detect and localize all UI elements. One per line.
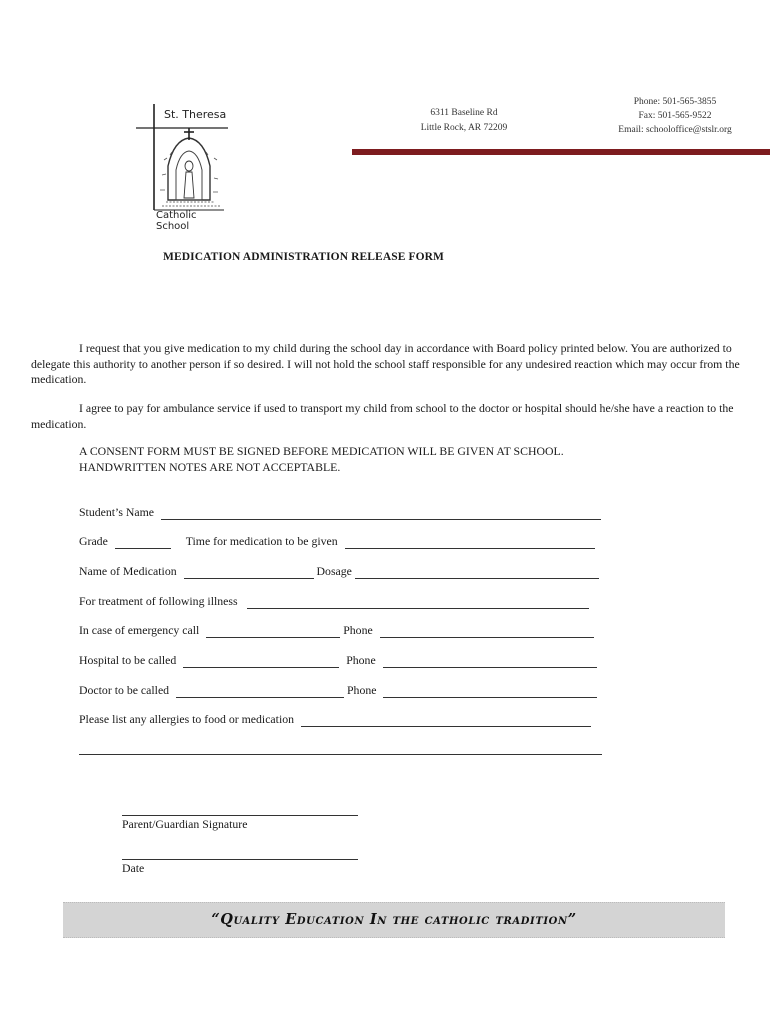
doctor-phone-field[interactable]: [383, 685, 597, 698]
time-field[interactable]: [345, 536, 595, 549]
medication-row: [79, 563, 599, 579]
paragraph-authorization-text: I request that you give medication to my child during the school day in accordance with Board policy printed below. You are authorized to delegate this authority to another person if so desired. I will not hold the school staff responsible for any undesired reaction which may occur from the medication.: [31, 341, 740, 386]
allergies-field[interactable]: [301, 714, 591, 727]
grade-row: [79, 533, 595, 549]
consent-line1: A CONSENT FORM MUST BE SIGNED BEFORE MEDICATION WILL BE GIVEN AT SCHOOL.: [79, 444, 564, 458]
hospital-label: Hospital to be called: [79, 653, 177, 667]
dosage-label: Dosage: [316, 564, 352, 578]
paragraph-ambulance: [31, 401, 751, 432]
time-label: Time for medication to be given: [185, 534, 338, 548]
header-divider: [352, 149, 770, 155]
student-name-field[interactable]: [161, 507, 601, 520]
address-line2: Little Rock, AR 72209: [420, 123, 508, 133]
paragraph-authorization: [31, 341, 751, 388]
signature-label: Parent/Guardian Signature: [122, 817, 248, 831]
form-title: MEDICATION ADMINISTRATION RELEASE FORM: [163, 251, 445, 263]
grade-field[interactable]: [115, 536, 171, 549]
student-name-label: Student’s Name: [79, 505, 155, 519]
emergency-phone-field[interactable]: [380, 625, 594, 638]
phone-text: Phone: 501-565-3855: [633, 97, 717, 107]
dosage-field[interactable]: [355, 566, 599, 579]
student-name-row: [79, 504, 601, 520]
hospital-phone-field[interactable]: [383, 655, 597, 668]
date-field[interactable]: [122, 859, 358, 860]
signature-field[interactable]: [122, 815, 358, 816]
allergies-row: [79, 711, 591, 727]
consent-notice: [79, 444, 639, 475]
school-address: [380, 106, 548, 136]
illness-field[interactable]: [247, 596, 589, 609]
doctor-label: Doctor to be called: [79, 683, 170, 697]
allergies-label: Please list any allergies to food or medication: [79, 712, 295, 726]
emergency-row: [79, 622, 594, 638]
doctor-row: [79, 682, 597, 698]
hospital-field[interactable]: [183, 655, 339, 668]
medication-name-field[interactable]: [184, 566, 314, 579]
hospital-row: [79, 652, 597, 668]
motto-banner: [63, 902, 725, 938]
hospital-phone-label: Phone: [346, 653, 376, 667]
grade-label: Grade: [79, 534, 108, 548]
motto-text: “Quality Education In the catholic tradition”: [211, 911, 577, 928]
fax-text: Fax: 501-565-9522: [638, 111, 712, 121]
emergency-label: In case of emergency call: [79, 623, 200, 637]
email-text: Email: schooloffice@stslr.org: [618, 125, 732, 135]
consent-line2: HANDWRITTEN NOTES ARE NOT ACCEPTABLE.: [79, 459, 341, 474]
doctor-phone-label: Phone: [346, 683, 377, 697]
emergency-phone-label: Phone: [343, 623, 373, 637]
illness-label: For treatment of following illness: [79, 594, 238, 608]
logo-name-top: St. Theresa: [164, 108, 227, 121]
medication-name-label: Name of Medication: [79, 564, 177, 578]
logo-name-bottom: Catholic School: [156, 210, 197, 232]
emergency-field[interactable]: [206, 625, 340, 638]
illness-row: [79, 593, 589, 609]
doctor-field[interactable]: [176, 685, 344, 698]
paragraph-ambulance-text: I agree to pay for ambulance service if used to transport my child from school to the doctor or hospital should he/she have a reaction to the medication.: [31, 401, 734, 431]
address-line1: 6311 Baseline Rd: [430, 108, 498, 118]
school-logo: [134, 100, 230, 232]
school-contact: [600, 95, 750, 137]
date-label: Date: [122, 861, 145, 875]
allergies-field-line2[interactable]: [79, 754, 602, 755]
